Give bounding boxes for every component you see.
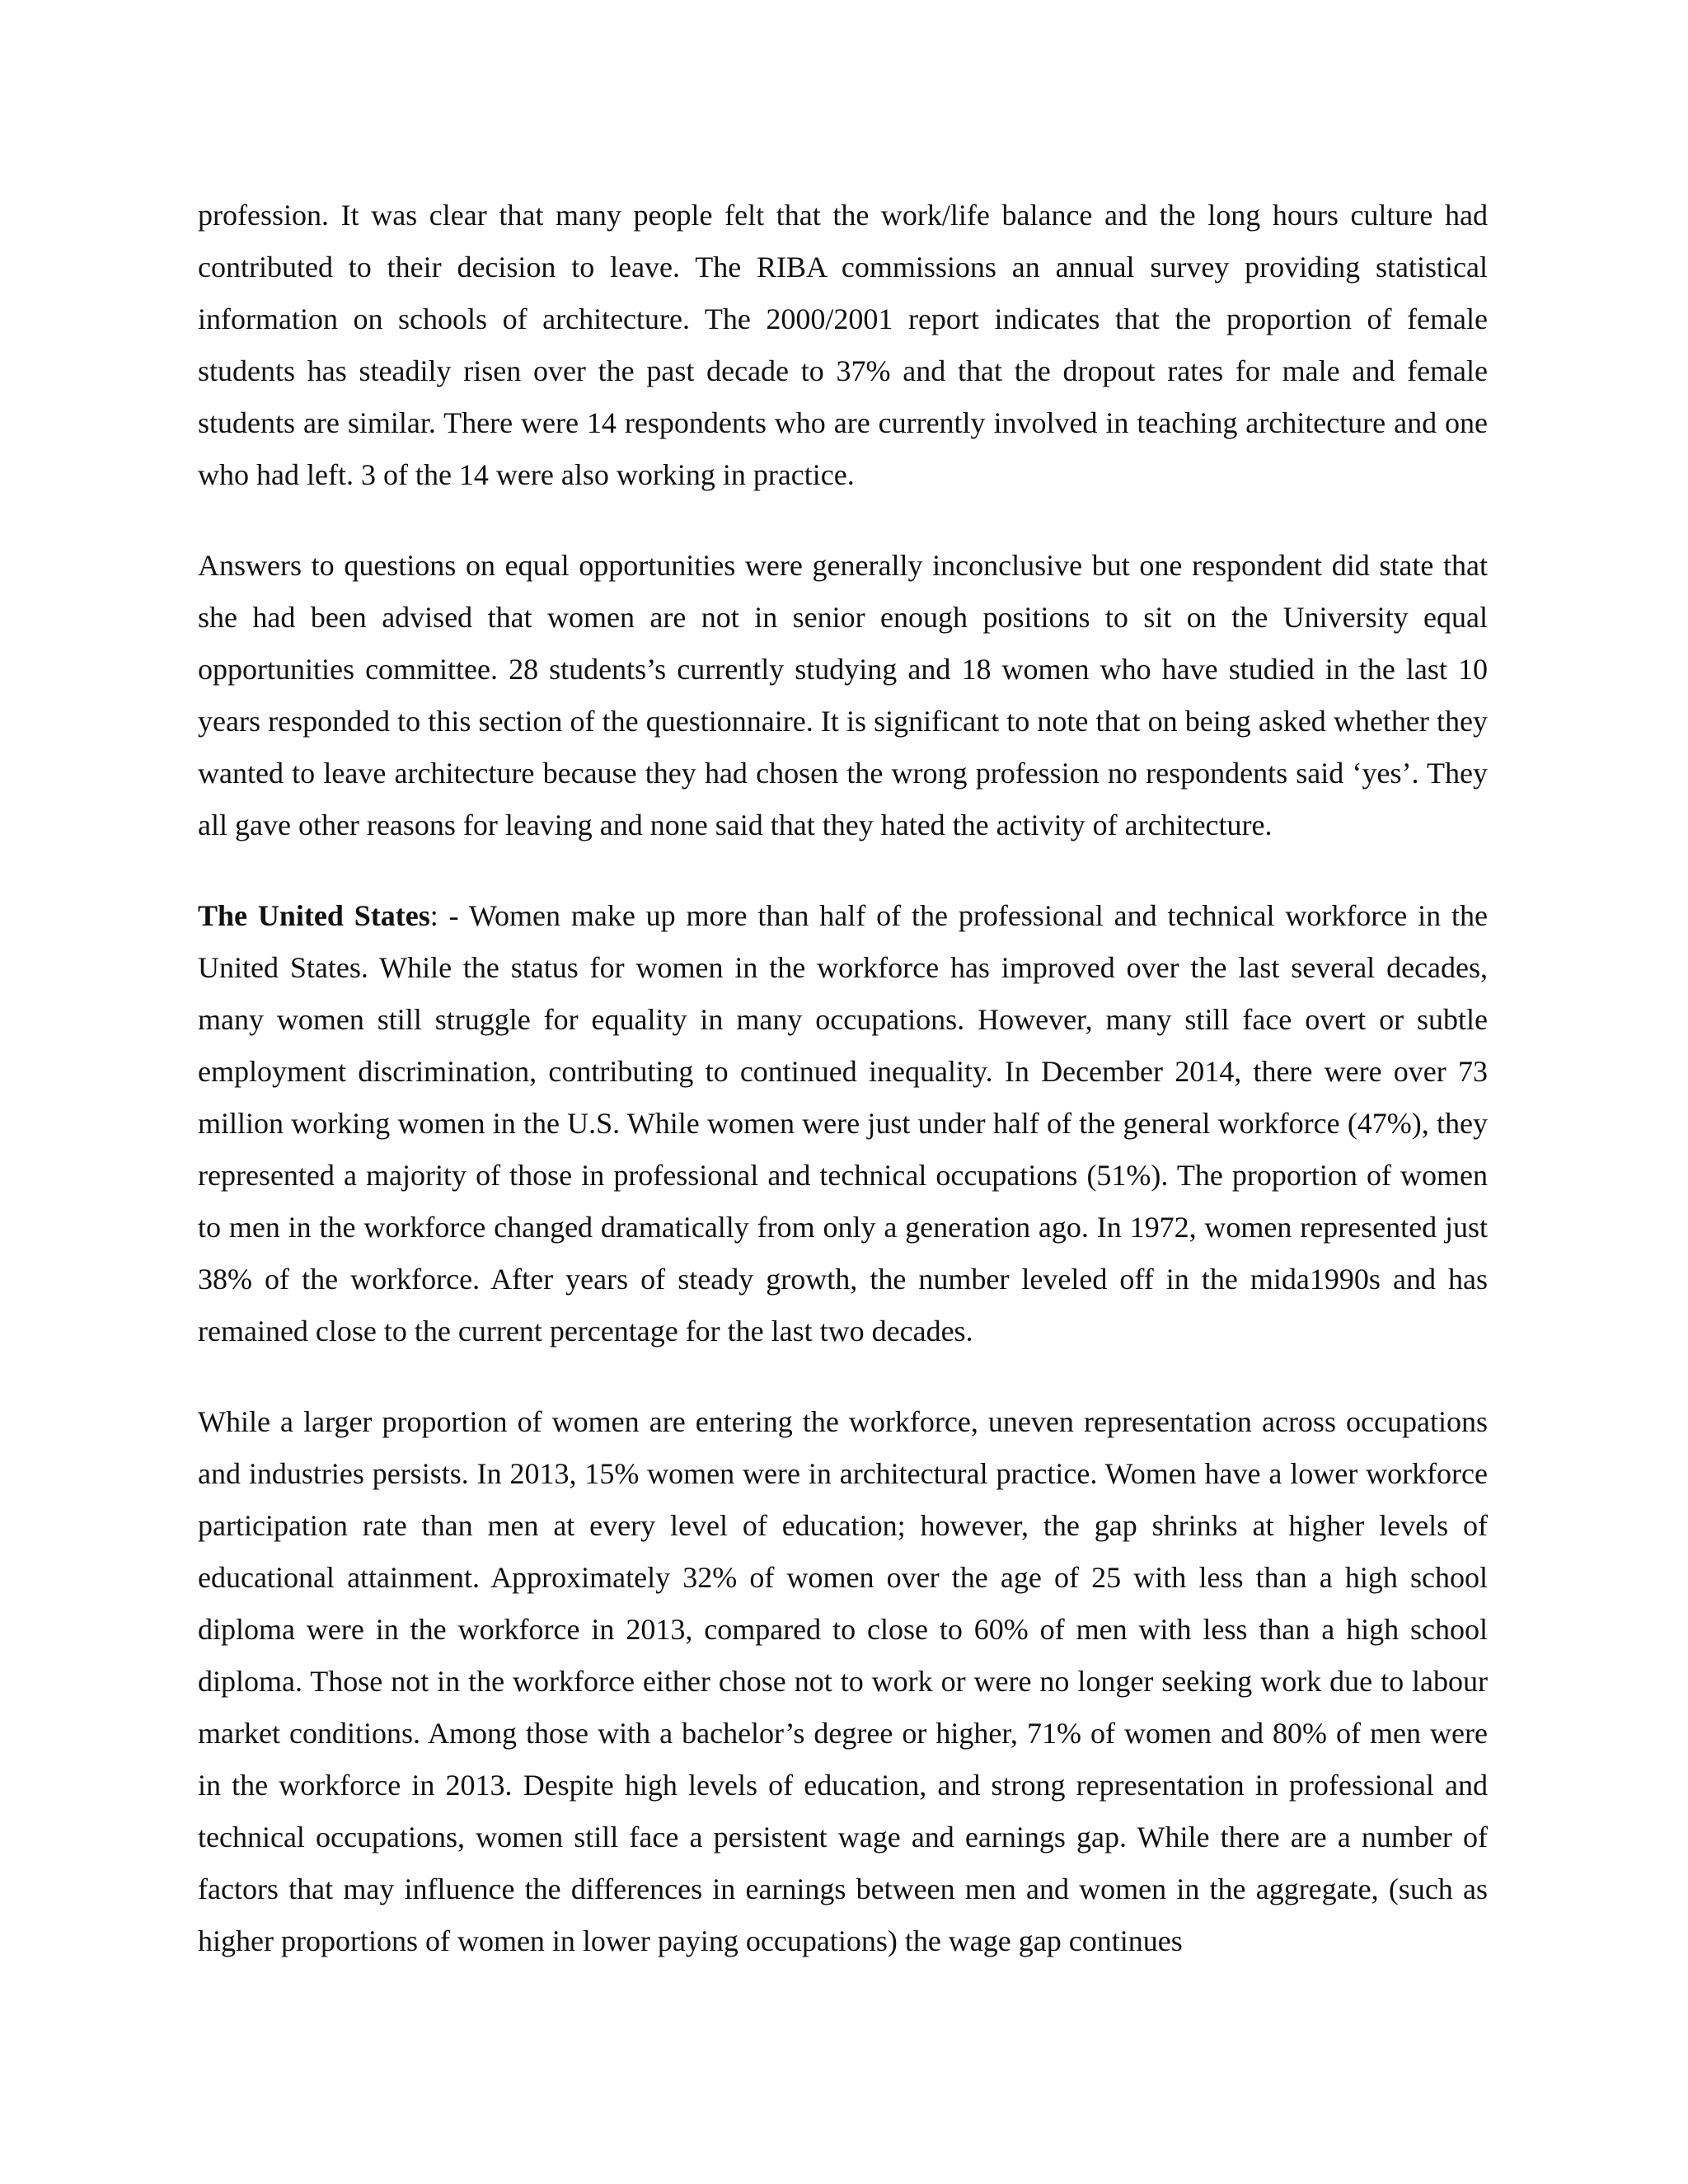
section-heading: The United States — [198, 899, 430, 932]
paragraph-text: Answers to questions on equal opportunities were generally inconclusive but one respondent did state that she had been advised that women are not in senior enough positions to sit on the University equal opportunities committee. 28 students’s currently studying and 18 women who have studied in the last 10 years responded to this section of the questionnaire. It is significant to note that on being asked whether they wanted to leave architecture because they had chosen the wrong profession no respondents said ‘yes’. They all gave other reasons for leaving and none said that they hated the activity of architecture. — [198, 549, 1488, 841]
paragraph-equal-opportunities — [198, 540, 1488, 851]
paragraph-workforce-representation — [198, 1396, 1488, 1967]
paragraph-united-states — [198, 890, 1488, 1357]
paragraph-text: : - Women make up more than half of the professional and technical workforce in the United States. While the status for women in the workforce has improved over the last several decades, many women still struggle for equality in many occupations. However, many still face overt or subtle employment discrimination, contributing to continued inequality. In December 2014, there were over 73 million working women in the U.S. While women were just under half of the general workforce (47%), they represented a majority of those in professional and technical occupations (51%). The proportion of women to men in the workforce changed dramatically from only a generation ago. In 1972, women represented just 38% of the workforce. After years of steady growth, the number leveled off in the mida1990s and has remained close to the current percentage for the last two decades. — [198, 899, 1488, 1347]
body-text — [198, 190, 1488, 2006]
paragraph-text: profession. It was clear that many people felt that the work/life balance and the long hours culture had contributed to their decision to leave. The RIBA commissions an annual survey providing statistical information on schools of architecture. The 2000/2001 report indicates that the proportion of female students has steadily risen over the past decade to 37% and that the dropout rates for male and female students are similar. There were 14 respondents who are currently involved in teaching architecture and one who had left. 3 of the 14 were also working in practice. — [198, 199, 1488, 491]
paragraph-text: While a larger proportion of women are entering the workforce, uneven representation across occupations and industries persists. In 2013, 15% women were in architectural practice. Women have a lower workforce participation rate than men at every level of education; however, the gap shrinks at higher levels of educational attainment. Approximately 32% of women over the age of 25 with less than a high school diploma were in the workforce in 2013, compared to close to 60% of men with less than a high school diploma. Those not in the workforce either chose not to work or were no longer seeking work due to labour market conditions. Among those with a bachelor’s degree or higher, 71% of women and 80% of men were in the workforce in 2013. Despite high levels of education, and strong representation in professional and technical occupations, women still face a persistent wage and earnings gap. While there are a number of factors that may influence the differences in earnings between men and women in the aggregate, (such as higher proportions of women in lower paying occupations) the wage gap continues — [198, 1405, 1488, 1957]
paragraph-riba-survey — [198, 190, 1488, 501]
